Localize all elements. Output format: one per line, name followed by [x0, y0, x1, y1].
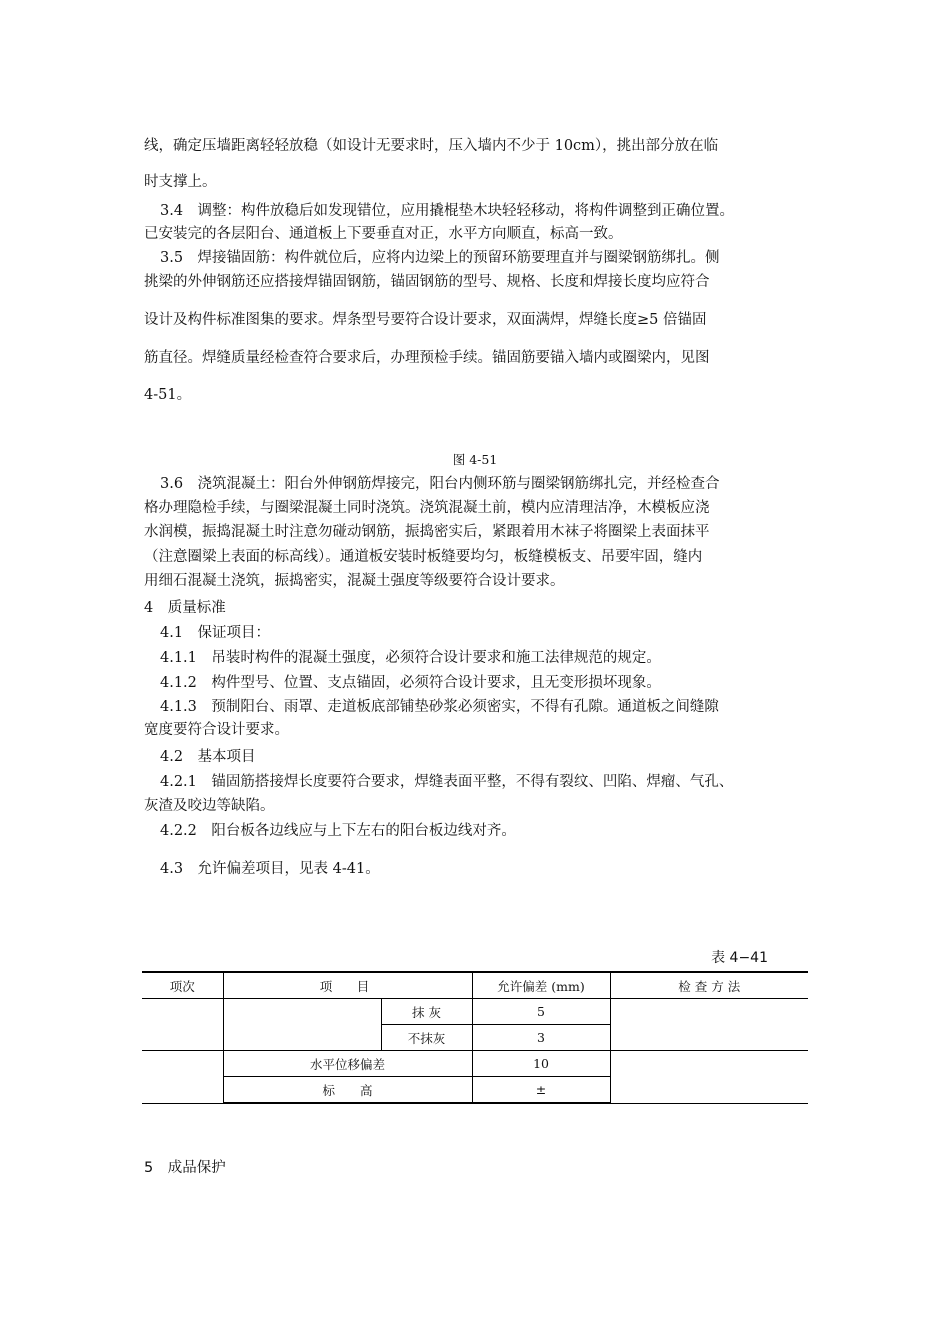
- table-cell: [223, 999, 381, 1051]
- table-row: [142, 999, 808, 1025]
- section-4-2-2: 4.2.2 阳台板各边线应与上下左右的阳台板边线对齐。: [160, 823, 516, 839]
- table-cell-item: 水平位移偏差: [223, 1051, 472, 1077]
- section-4-3: 4.3 允许偏差项目，见表 4-41。: [160, 861, 380, 877]
- body-text-line: 筋直径。焊缝质量经检查符合要求后，办理预检手续。锚固筋要锚入墙内或圈梁内，见图: [144, 350, 710, 366]
- table-cell: [142, 1051, 223, 1104]
- table-cell-subitem: 抹 灰: [381, 999, 472, 1025]
- section-3-6: 3.6 浇筑混凝土：阳台外伸钢筋焊接完，阳台内侧环筋与圈梁钢筋绑扎完，并经检查合: [160, 476, 720, 492]
- body-text-line: 水润模，振捣混凝土时注意勿碰动钢筋，振捣密实后，紧跟着用木袜子将圈梁上表面抹平: [144, 524, 710, 540]
- table-cell: [610, 1051, 808, 1104]
- deviation-table: [142, 971, 808, 1104]
- table-cell-value: ±: [472, 1077, 610, 1104]
- table-cell-subitem: 不抹灰: [381, 1025, 472, 1051]
- table-header-row: [142, 972, 808, 999]
- body-text-line: 灰渣及咬边等缺陷。: [144, 798, 275, 814]
- section-4-2-1: 4.2.1 锚固筋搭接焊长度要符合要求，焊缝表面平整，不得有裂纹、凹陷、焊瘤、气孔、: [160, 774, 734, 790]
- body-text-line: （注意圈梁上表面的标高线）。通道板安装时板缝要均匀，板缝模板支、吊要牢固，缝内: [144, 549, 703, 565]
- header-item: 项 目: [223, 972, 472, 999]
- table-cell: [610, 999, 808, 1051]
- header-check-method: 检 查 方 法: [610, 972, 808, 999]
- header-tolerance: 允许偏差 (mm): [472, 972, 610, 999]
- table-cell-item: 标 高: [223, 1077, 472, 1104]
- table-cell-value: 10: [472, 1051, 610, 1077]
- section-4-1-1: 4.1.1 吊装时构件的混凝土强度，必须符合设计要求和施工法律规范的规定。: [160, 650, 661, 666]
- body-text-line: 时支撑上。: [144, 174, 217, 190]
- table-row: [142, 1051, 808, 1077]
- body-text-line: 4-51。: [144, 387, 192, 403]
- table-cell-value: 3: [472, 1025, 610, 1051]
- body-text-line: 用细石混凝土浇筑，振捣密实，混凝土强度等级要符合设计要求。: [144, 573, 565, 589]
- body-text-line: 宽度要符合设计要求。: [144, 722, 289, 738]
- section-3-5: 3.5 焊接锚固筋：构件就位后，应将内边梁上的预留环筋要理直并与圈梁钢筋绑扎。侧: [160, 250, 720, 266]
- figure-caption: 图 4-51: [452, 452, 498, 467]
- body-text-line: 设计及构件标准图集的要求。焊条型号要符合设计要求，双面满焊，焊缝长度≥5 倍锚固: [144, 312, 707, 328]
- body-text-line: 已安装完的各层阳台、通道板上下要垂直对正，水平方向顺直，标高一致。: [144, 226, 623, 242]
- section-3-4: 3.4 调整：构件放稳后如发现错位，应用撬棍垫木块轻轻移动，将构件调整到正确位置。: [160, 203, 735, 219]
- section-heading-4: 4 质量标准: [144, 600, 226, 616]
- section-4-1-3: 4.1.3 预制阳台、雨罩、走道板底部铺垫砂浆必须密实，不得有孔隙。通道板之间缝隙: [160, 699, 719, 715]
- section-4-1: 4.1 保证项目：: [160, 625, 271, 641]
- section-4-2: 4.2 基本项目: [160, 749, 256, 765]
- section-heading-5: 5 成品保护: [144, 1160, 226, 1176]
- section-4-1-2: 4.1.2 构件型号、位置、支点锚固，必须符合设计要求，且无变形损坏现象。: [160, 675, 661, 691]
- body-text-line: 线，确定压墙距离轻轻放稳（如设计无要求时，压入墙内不少于 10cm），挑出部分放在临: [144, 138, 719, 154]
- body-text-line: 挑梁的外伸钢筋还应搭接焊锚固钢筋，锚固钢筋的型号、规格、长度和焊接长度均应符合: [144, 274, 710, 290]
- table-cell: [142, 999, 223, 1051]
- header-item-no: 项次: [142, 972, 223, 999]
- table-title: 表 4−41: [711, 950, 768, 966]
- table-cell-value: 5: [472, 999, 610, 1025]
- body-text-line: 格办理隐检手续，与圈梁混凝土同时浇筑。浇筑混凝土前，模内应清理洁净，木模板应浇: [144, 500, 710, 516]
